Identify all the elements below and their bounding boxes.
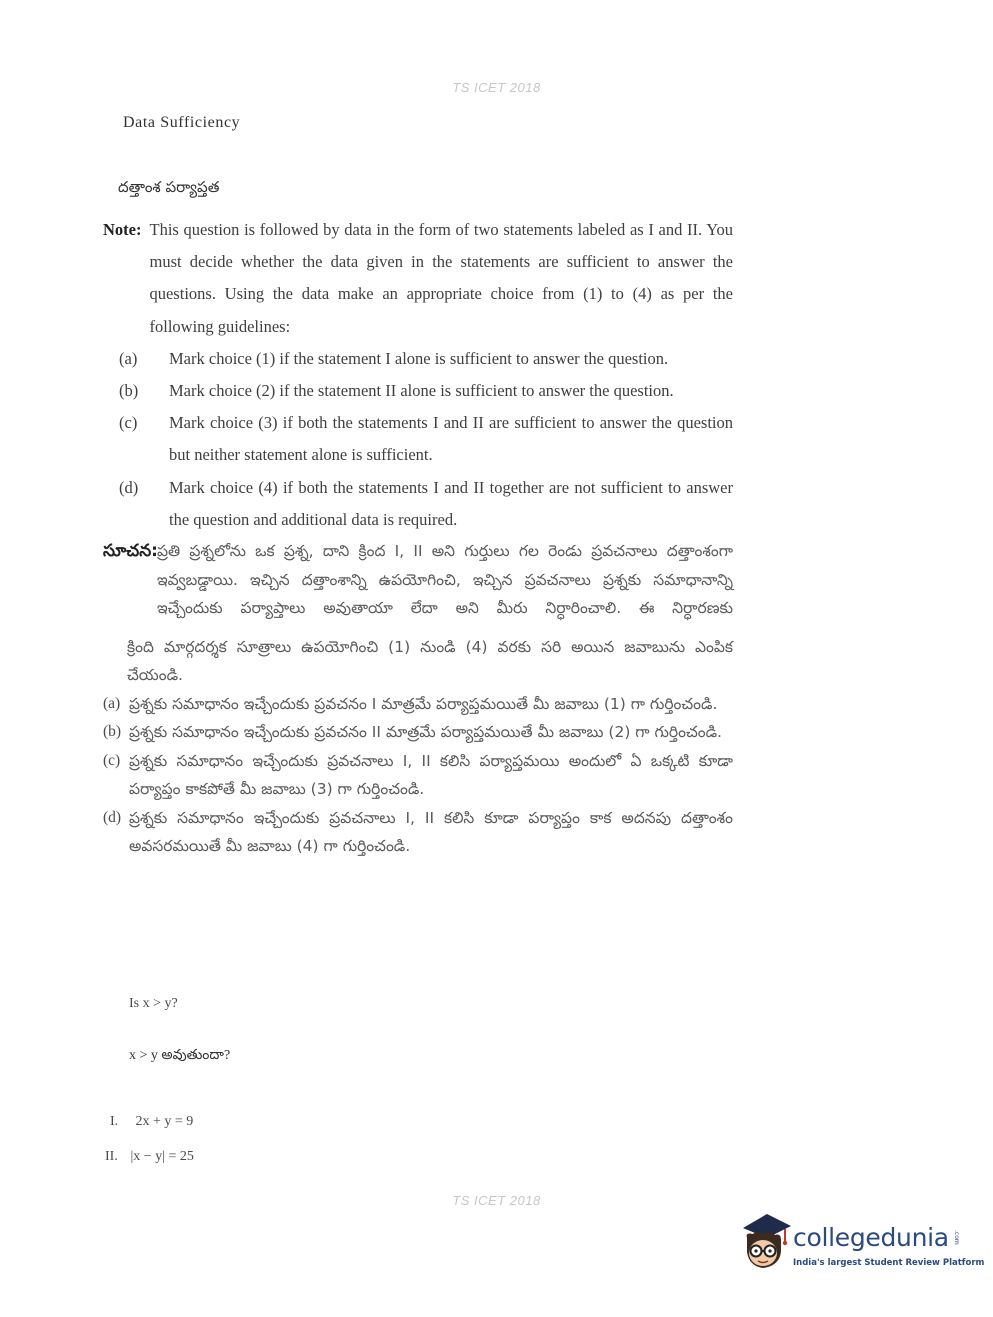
telugu-option bbox=[103, 718, 733, 747]
option-text: ప్రశ్నకు సమాధానం ఇచ్చేందుకు ప్రవచనం I మాత్రమే పర్యాప్తమయితే మీ జవాబు (1) గా గుర్తించండి. bbox=[129, 694, 718, 713]
note-block bbox=[103, 214, 733, 536]
note-text: This question is followed by data in the form of two statements labeled as I and II. You must decide whether the data given in the statements are sufficient to answer the questions. Using the data make an appropriate choice from (1) to (4) as per the following guidelines: bbox=[149, 220, 733, 336]
note-option bbox=[119, 472, 733, 536]
telugu-note-continuation: క్రింది మార్గదర్శక సూత్రాలు ఉపయోగించి (1) నుండి (4) వరకు సరి అయిన జవాబును ఎంపిక చేయండి. bbox=[127, 637, 733, 684]
section-title-telugu: దత్తాంశ పర్యాప్తత bbox=[118, 178, 220, 196]
statement-two bbox=[105, 1149, 194, 1165]
option-mark: (c) bbox=[119, 413, 138, 433]
note-option bbox=[119, 343, 733, 375]
statement-one bbox=[110, 1114, 193, 1130]
question-english: Is x > y? bbox=[129, 996, 178, 1011]
option-mark: (a) bbox=[103, 694, 121, 712]
option-text: Mark choice (1) if the statement I alone is sufficient to answer the question. bbox=[169, 348, 669, 368]
option-text: ప్రశ్నకు సమాధానం ఇచ్చేందుకు ప్రవచనం II మాత్రమే పర్యాప్తమయితే మీ జవాబు (2) గా గుర్తించండి. bbox=[129, 723, 722, 741]
question-telugu: x > y అవుతుందా? bbox=[129, 1048, 231, 1063]
page-header: TS ICET 2018 bbox=[452, 80, 541, 95]
option-text: ప్రశ్నకు సమాధానం ఇచ్చేందుకు ప్రవచనాలు I, II కలిసి పర్యాప్తమయి అందులో ఏ ఒక్కటి కూడా పర్యాప్తం కాకపోతే మీ జవాబు (3) గా గుర్తించండి. bbox=[129, 751, 733, 798]
telugu-option bbox=[103, 690, 733, 719]
telugu-option bbox=[103, 804, 733, 861]
statement-number: I. bbox=[110, 1114, 119, 1129]
note-option bbox=[119, 375, 733, 407]
telugu-note-text: ప్రతి ప్రశ్నలోను ఒక ప్రశ్న, దాని క్రింద I, II అని గుర్తులు గల రెండు ప్రవచనాలు దత్తాంశంగా ఇవ్వబడ్డాయి. ఇచ్చిన దత్తాంశాన్ని ఉపయోగించి, ఇచ్చిన ప్రవచనాలు ప్రశ్నకు సమాధానాన్ని ఇచ్చేందుకు పర్యాప్తాలు అవుతాయా లేదా అని మీరు నిర్ధారించాలి. ఈ నిర్ధారణకు bbox=[157, 542, 733, 617]
statement-text: 2x + y = 9 bbox=[135, 1114, 194, 1129]
option-text: Mark choice (4) if both the statements I and II together are not sufficient to answer the question and additional data is required. bbox=[169, 477, 733, 529]
note-label: Note: bbox=[103, 220, 142, 239]
option-text: Mark choice (2) if the statement II alone is sufficient to answer the question. bbox=[169, 381, 674, 401]
collegedunia-logo[interactable] bbox=[735, 1208, 985, 1286]
option-mark: (d) bbox=[119, 477, 139, 497]
logo-wordmark: collegedunia bbox=[793, 1223, 949, 1252]
option-text: ప్రశ్నకు సమాధానం ఇచ్చేందుకు ప్రవచనాలు I, II కలిసి కూడా పర్యాప్తం కాక అదనపు దత్తాంశం అవసరమయితే మీ జవాబు (4) గా గుర్తించండి. bbox=[129, 808, 733, 855]
note-option bbox=[119, 407, 733, 471]
logo-tagline: India's largest Student Review Platform bbox=[793, 1258, 985, 1268]
telugu-option bbox=[103, 747, 733, 804]
option-text: Mark choice (3) if both the statements I and II are sufficient to answer the question but neither statement alone is sufficient. bbox=[169, 413, 733, 465]
section-title: Data Sufficiency bbox=[123, 114, 241, 131]
telugu-note-label: సూచన: bbox=[103, 541, 158, 561]
statement-number: II. bbox=[105, 1149, 118, 1164]
option-mark: (d) bbox=[103, 808, 122, 826]
statement-text: |x − y| = 25 bbox=[130, 1149, 194, 1164]
option-mark: (b) bbox=[103, 723, 122, 740]
option-mark: (a) bbox=[119, 348, 138, 368]
page-footer: TS ICET 2018 bbox=[452, 1193, 541, 1208]
note-paragraph bbox=[103, 214, 733, 343]
option-mark: (c) bbox=[103, 751, 121, 769]
logo-domain: .com bbox=[953, 1230, 960, 1245]
mascot-icon bbox=[735, 1208, 795, 1278]
option-mark: (b) bbox=[119, 381, 139, 401]
telugu-note-block bbox=[103, 537, 733, 861]
telugu-note-paragraph bbox=[103, 537, 733, 623]
